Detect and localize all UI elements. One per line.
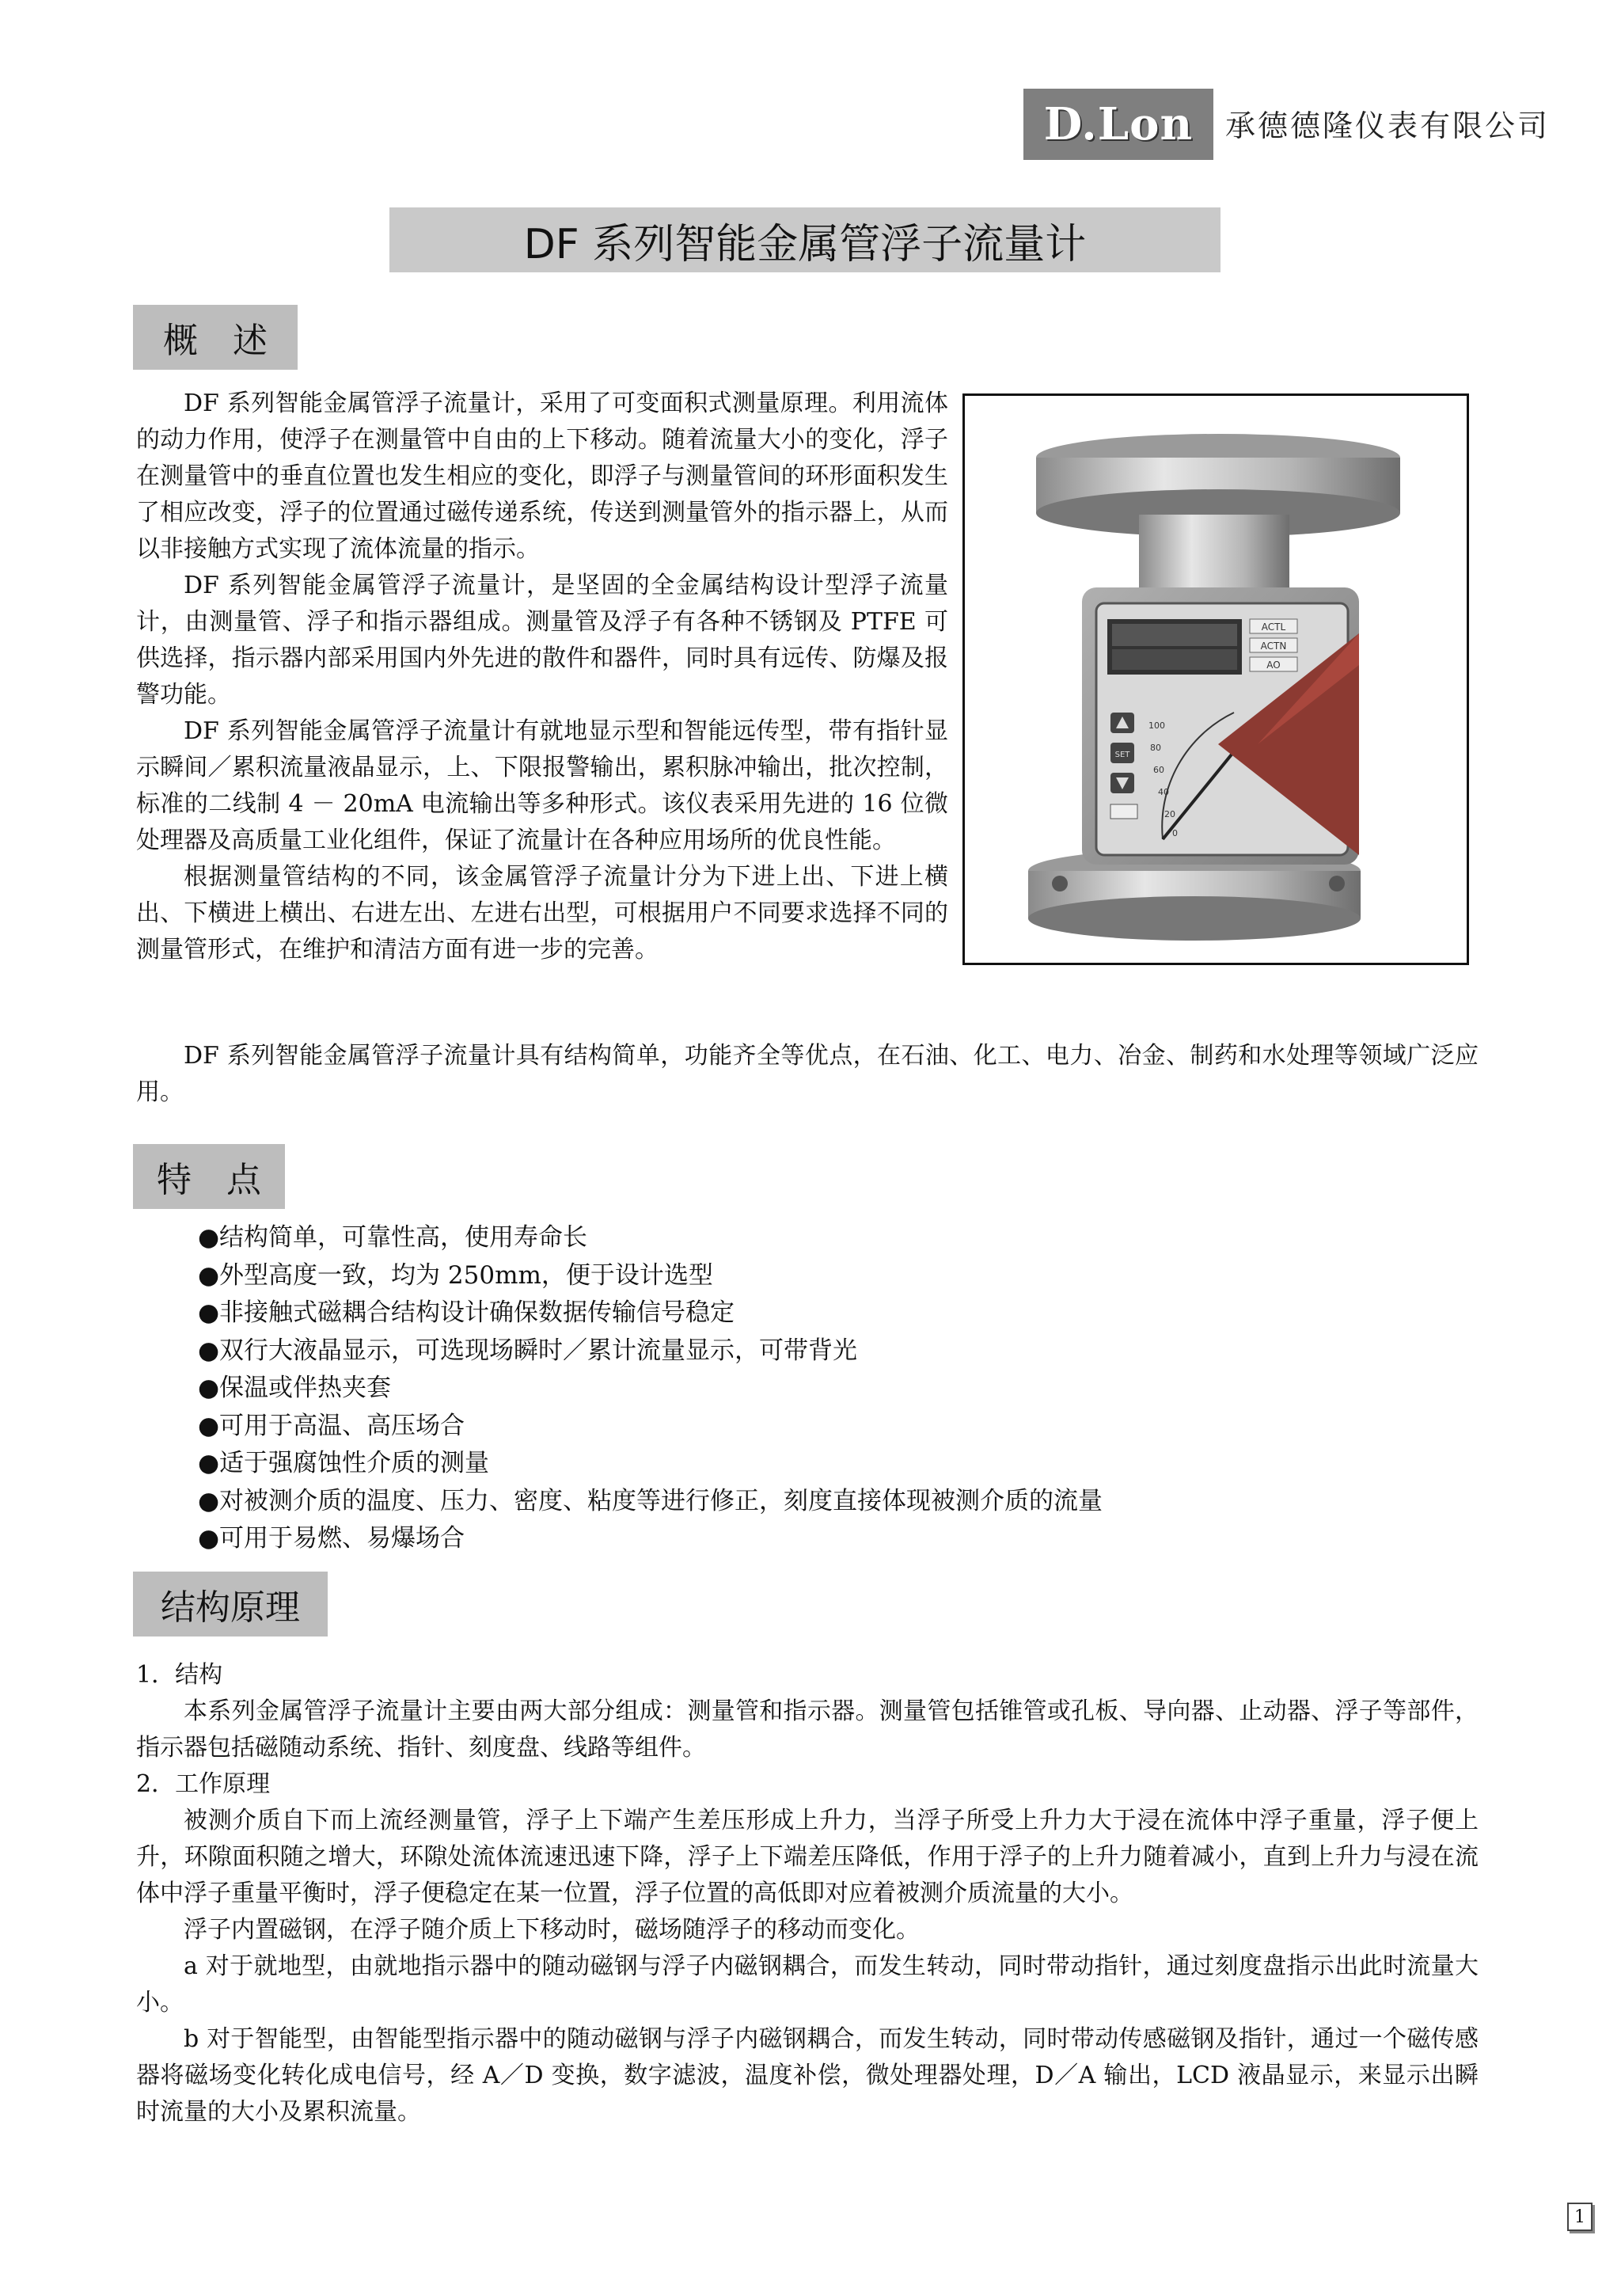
label-ao-text: AO xyxy=(1266,660,1281,671)
scale-label: 0 xyxy=(1172,828,1178,838)
section-heading-overview-text: 概 述 xyxy=(163,321,268,361)
working-principle-paragraph: 被测介质自下而上流经测量管，浮子上下端产生差压形成上升力，当浮子所受上升力大于浸在流体中浮子重量，浮子便上升，环隙面积随之增大，环隙处流体流速迅速下降，浮子上下端差压降低，作用于浮子的上升力随着减小，直到上升力与浸在流体中浮子重量平衡时，浮子便稳定在某一位置，浮子位置的高低即对应着被测介质流量的大小。 xyxy=(136,1807,1479,1907)
scale-label: 20 xyxy=(1164,809,1175,819)
overview-paragraph-3: DF 系列智能金属管浮子流量计有就地显示型和智能远传型，带有指针显示瞬间／累积流量液晶显示，上、下限报警输出，累积脉冲输出，批次控制，标准的二线制 4 － 20mA 电流输出等多种形式。该仪表采用先进的 16 位微处理器及高质量工业化组件，保证了流量计在各种应用场所的优良性能。 xyxy=(136,717,948,854)
structure-paragraph: 本系列金属管浮子流量计主要由两大部分组成：测量管和指示器。测量管包括锥管或孔板、导向器、止动器、浮子等部件，指示器包括磁随动系统、指针、刻度盘、线路等组件。 xyxy=(136,1697,1479,1762)
scale-label: 80 xyxy=(1150,743,1161,753)
flange-bolt-hole xyxy=(1052,876,1068,891)
feature-item: ●可用于易燃、易爆场合 xyxy=(198,1524,465,1553)
overview-paragraph-2: DF 系列智能金属管浮子流量计，是坚固的全金属结构设计型浮子流量计，由测量管、浮子和指示器组成。测量管及浮子有各种不锈钢及 PTFE 可供选择，指示器内部采用国内外先进的散件和器件，同时具有远传、防爆及报警功能。 xyxy=(136,572,948,709)
set-button-text: SET xyxy=(1114,751,1130,759)
structure-subheading-2: 2．工作原理 xyxy=(136,1770,271,1798)
overview-column xyxy=(136,386,948,968)
page-number: 1 xyxy=(1567,2203,1593,2231)
feature-item: ●对被测介质的温度、压力、密度、粘度等进行修正，刻度直接体现被测介质的流量 xyxy=(198,1486,1103,1515)
working-principle-paragraph: 浮子内置磁钢，在浮子随介质上下移动时，磁场随浮子的移动而变化。 xyxy=(184,1916,920,1944)
page-title-bar xyxy=(389,207,1220,272)
features-list xyxy=(198,1219,1103,1558)
feature-item: ●结构简单，可靠性高，使用寿命长 xyxy=(198,1223,588,1252)
overview-full-width xyxy=(136,1038,1479,1111)
overview-paragraph-1: DF 系列智能金属管浮子流量计，采用了可变面积式测量原理。利用流体的动力作用，使浮子在测量管中自由的上下移动。随着流量大小的变化，浮子在测量管中的垂直位置也发生相应的变化，即浮子与测量管间的环形面积发生了相应改变，浮子的位置通过磁传递系统，传送到测量管外的指示器上，从而以非接触方式实现了流体流量的指示。 xyxy=(136,390,948,563)
section-heading-overview xyxy=(133,305,298,370)
feature-item: ●非接触式磁耦合结构设计确保数据传输信号稳定 xyxy=(198,1298,735,1327)
company-name: 承德德隆仪表有限公司 xyxy=(1225,108,1551,143)
brand-badge-icon xyxy=(1110,804,1137,819)
scale-label: 60 xyxy=(1153,765,1164,775)
feature-item: ●可用于高温、高压场合 xyxy=(198,1411,465,1440)
overview-paragraph-5: DF 系列智能金属管浮子流量计具有结构简单，功能齐全等优点，在石油、化工、电力、冶金、制药和水处理等领域广泛应用。 xyxy=(136,1042,1479,1106)
feature-item: ●适于强腐蚀性介质的测量 xyxy=(198,1449,490,1477)
label-actn-text: ACTN xyxy=(1260,641,1287,652)
lcd-line-1 xyxy=(1112,624,1237,646)
bottom-flange-bottom xyxy=(1028,896,1361,941)
product-photo-frame xyxy=(962,393,1469,965)
working-principle-paragraph: b 对于智能型，由智能型指示器中的随动磁钢与浮子内磁钢耦合，而发生转动，同时带动传感磁钢及指针，通过一个磁传感器将磁场变化转化成电信号，经 A／D 变换，数字滤波，温度补偿，微处理器处理，D／A 输出，LCD 液晶显示，来显示出瞬时流量的大小及累积流量。 xyxy=(136,2025,1479,2126)
logo-text: D.Lon xyxy=(1043,98,1194,150)
company-logo xyxy=(1023,89,1213,160)
section-heading-structure xyxy=(133,1572,328,1636)
feature-item: ●保温或伴热夹套 xyxy=(198,1374,392,1402)
section-heading-features-text: 特 点 xyxy=(157,1160,261,1200)
feature-item: ●外型高度一致，均为 250mm，便于设计选型 xyxy=(198,1260,713,1290)
working-principle-paragraph: a 对于就地型，由就地指示器中的随动磁钢与浮子内磁钢耦合，而发生转动，同时带动指针，通过刻度盘指示出此时流量大小。 xyxy=(136,1952,1479,2017)
section-heading-features xyxy=(133,1144,285,1209)
label-actl-text: ACTL xyxy=(1261,622,1286,633)
section-heading-structure-text: 结构原理 xyxy=(161,1587,300,1628)
scale-label: 100 xyxy=(1148,720,1165,731)
flowmeter-illustration xyxy=(965,396,1467,963)
lcd-line-2 xyxy=(1112,649,1237,670)
scale-label: 40 xyxy=(1158,787,1169,797)
page-title: DF 系列智能金属管浮子流量计 xyxy=(523,220,1087,268)
feature-item: ●双行大液晶显示，可选现场瞬时／累计流量显示，可带背光 xyxy=(198,1336,858,1365)
overview-paragraph-4: 根据测量管结构的不同，该金属管浮子流量计分为下进上出、下进上横出、下横进上横出、右进左出、左进右出型，可根据用户不同要求选择不同的测量管形式，在维护和清洁方面有进一步的完善。 xyxy=(136,863,948,964)
structure-subheading-1: 1．结构 xyxy=(136,1661,223,1689)
flange-bolt-hole xyxy=(1329,876,1345,891)
structure-content xyxy=(136,1657,1479,2131)
